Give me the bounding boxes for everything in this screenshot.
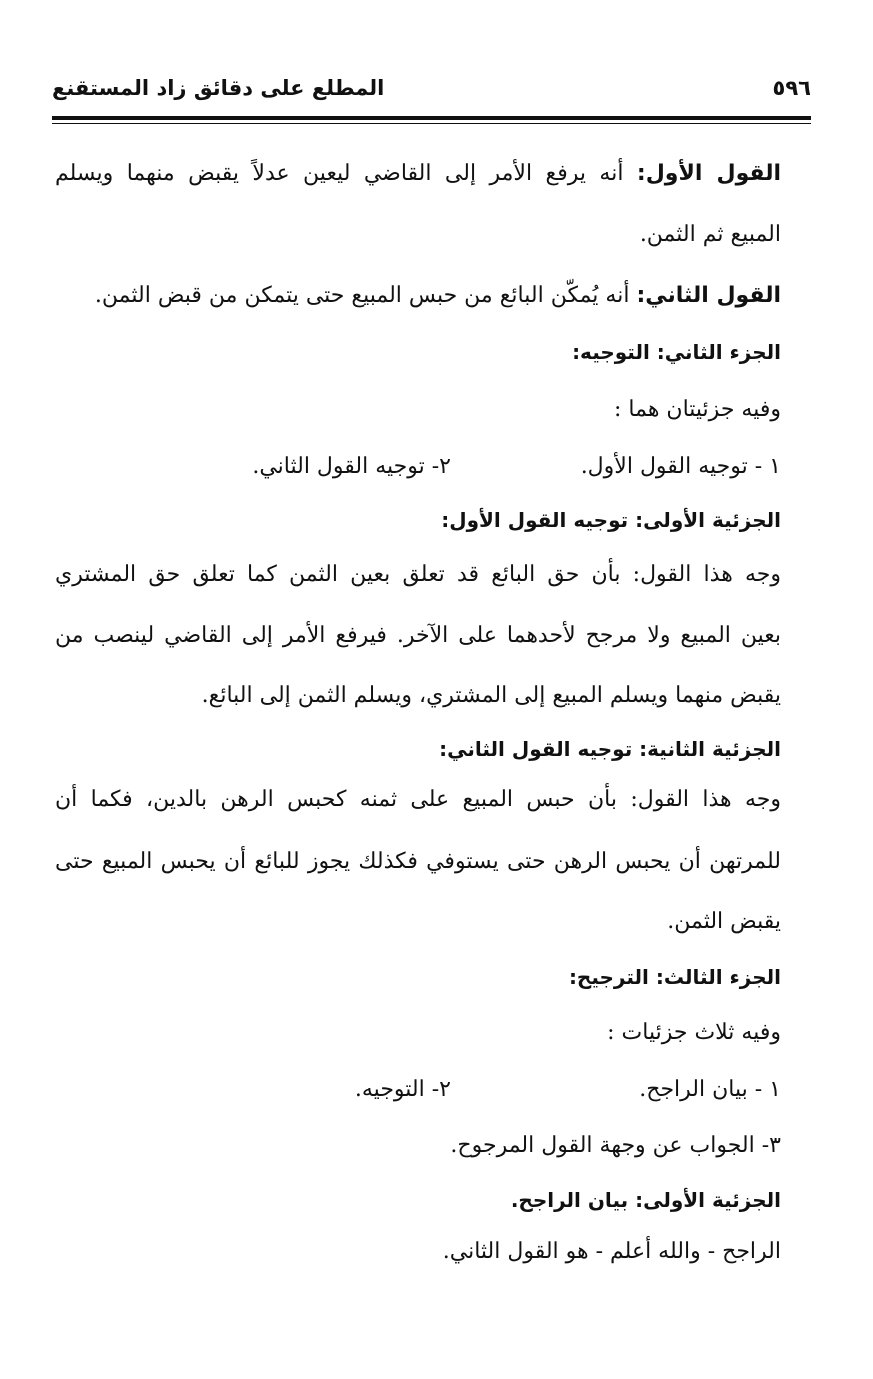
list-item: ٣- الجواب عن وجهة القول المرجوح.	[450, 1133, 781, 1158]
paragraph-line: يقبض الثمن.	[667, 909, 781, 934]
paragraph-line: وجه هذا القول: بأن حق البائع قد تعلق بعين الثمن كما تعلق حق المشتري	[55, 562, 781, 587]
paragraph-line: الراجح - والله أعلم - هو القول الثاني.	[442, 1239, 781, 1264]
first-opinion-label: القول الأول:	[636, 161, 782, 186]
paragraph-line: وفيه ثلاث جزئيات :	[607, 1020, 781, 1045]
book-title: المطلع على دقائق زاد المستقنع	[52, 76, 385, 100]
paragraph-line: يقبض منهما ويسلم المبيع إلى المشتري، ويسلم الثمن إلى البائع.	[201, 683, 781, 708]
page-header	[52, 76, 811, 116]
second-opinion-label: القول الثاني:	[636, 283, 781, 308]
paragraph-line: بعين المبيع ولا مرجح لأحدهما على الآخر. فيرفع الأمر إلى القاضي لينصب من	[55, 623, 781, 648]
section-heading: الجزء الثالث: الترجيح:	[568, 965, 781, 989]
list-item: ١ - توجيه القول الأول.	[580, 454, 781, 479]
header-rule-thin	[52, 123, 811, 124]
subsection-heading: الجزئية الأولى: توجيه القول الأول:	[441, 508, 781, 532]
paragraph-line	[55, 279, 781, 313]
list-item: ٢- توجيه القول الثاني.	[252, 454, 451, 479]
list-item: ٢- التوجيه.	[354, 1077, 451, 1102]
section-heading: الجزء الثاني: التوجيه:	[572, 340, 781, 364]
list-item: ١ - بيان الراجح.	[639, 1077, 781, 1102]
paragraph-line: المبيع ثم الثمن.	[639, 222, 781, 247]
numbered-list-row	[55, 1073, 781, 1107]
subsection-heading: الجزئية الثانية: توجيه القول الثاني:	[439, 737, 781, 761]
second-opinion-text: أنه يُمكّن البائع من حبس المبيع حتى يتمكن من قبض الثمن.	[94, 283, 630, 308]
subsection-heading: الجزئية الأولى: بيان الراجح.	[510, 1188, 781, 1212]
paragraph-line: للمرتهن أن يحبس الرهن حتى يستوفي فكذلك يجوز للبائع أن يحبس المبيع حتى	[55, 849, 781, 874]
first-opinion-text: أنه يرفع الأمر إلى القاضي ليعين عدلاً يقبض منهما ويسلم	[55, 161, 624, 186]
paragraph-line: وفيه جزئيتان هما :	[614, 397, 781, 422]
numbered-list-row	[55, 450, 781, 484]
page-number: ٥٩٦	[772, 76, 811, 100]
header-rule-thick	[52, 116, 811, 120]
paragraph-line	[55, 157, 781, 191]
paragraph-line: وجه هذا القول: بأن حبس المبيع على ثمنه كحبس الرهن بالدين، فكما أن	[55, 787, 781, 812]
